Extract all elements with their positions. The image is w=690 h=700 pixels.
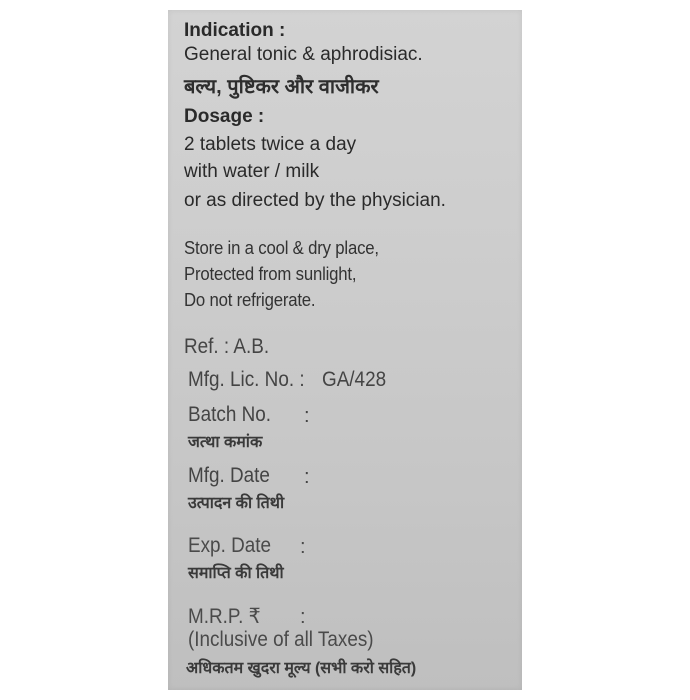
- exp-date-label: Exp. Date: [188, 534, 271, 557]
- indication-hindi-text: बल्य, पुष्टिकर और वाजीकर: [184, 76, 379, 98]
- exp-date-hindi: समाप्ति की तिथी: [188, 565, 284, 582]
- product-label-panel: [168, 10, 522, 690]
- reference-text: Ref. : A.B.: [184, 335, 270, 358]
- dosage-line: with water / milk: [184, 161, 320, 182]
- batch-number-hindi: जत्था कमांक: [188, 434, 263, 451]
- mfg-date-colon: :: [304, 466, 310, 488]
- storage-line: Store in a cool & dry place,: [184, 238, 379, 258]
- indication-text: General tonic & aphrodisiac.: [184, 44, 423, 65]
- batch-number-colon: :: [304, 405, 310, 427]
- dosage-heading: Dosage :: [184, 106, 265, 127]
- mfg-date-label: Mfg. Date: [188, 464, 270, 487]
- mrp-colon: :: [300, 606, 306, 628]
- batch-number-label: Batch No.: [188, 403, 271, 426]
- exp-date-colon: :: [300, 536, 306, 558]
- mrp-tax-note: (Inclusive of all Taxes): [188, 628, 374, 651]
- dosage-line: 2 tablets twice a day: [184, 134, 357, 155]
- mrp-hindi: अधिकतम खुदरा मूल्य (सभी करो सहित): [186, 660, 417, 677]
- dosage-line: or as directed by the physician.: [184, 190, 446, 211]
- indication-heading: Indication :: [184, 20, 286, 41]
- storage-line: Protected from sunlight,: [184, 264, 357, 284]
- storage-line: Do not refrigerate.: [184, 290, 316, 310]
- mrp-label: M.R.P. ₹: [188, 605, 261, 628]
- mfg-license-value: GA/428: [322, 368, 387, 391]
- mfg-license-label: Mfg. Lic. No. :: [188, 368, 305, 391]
- mfg-date-hindi: उत्पादन की तिथी: [188, 495, 285, 512]
